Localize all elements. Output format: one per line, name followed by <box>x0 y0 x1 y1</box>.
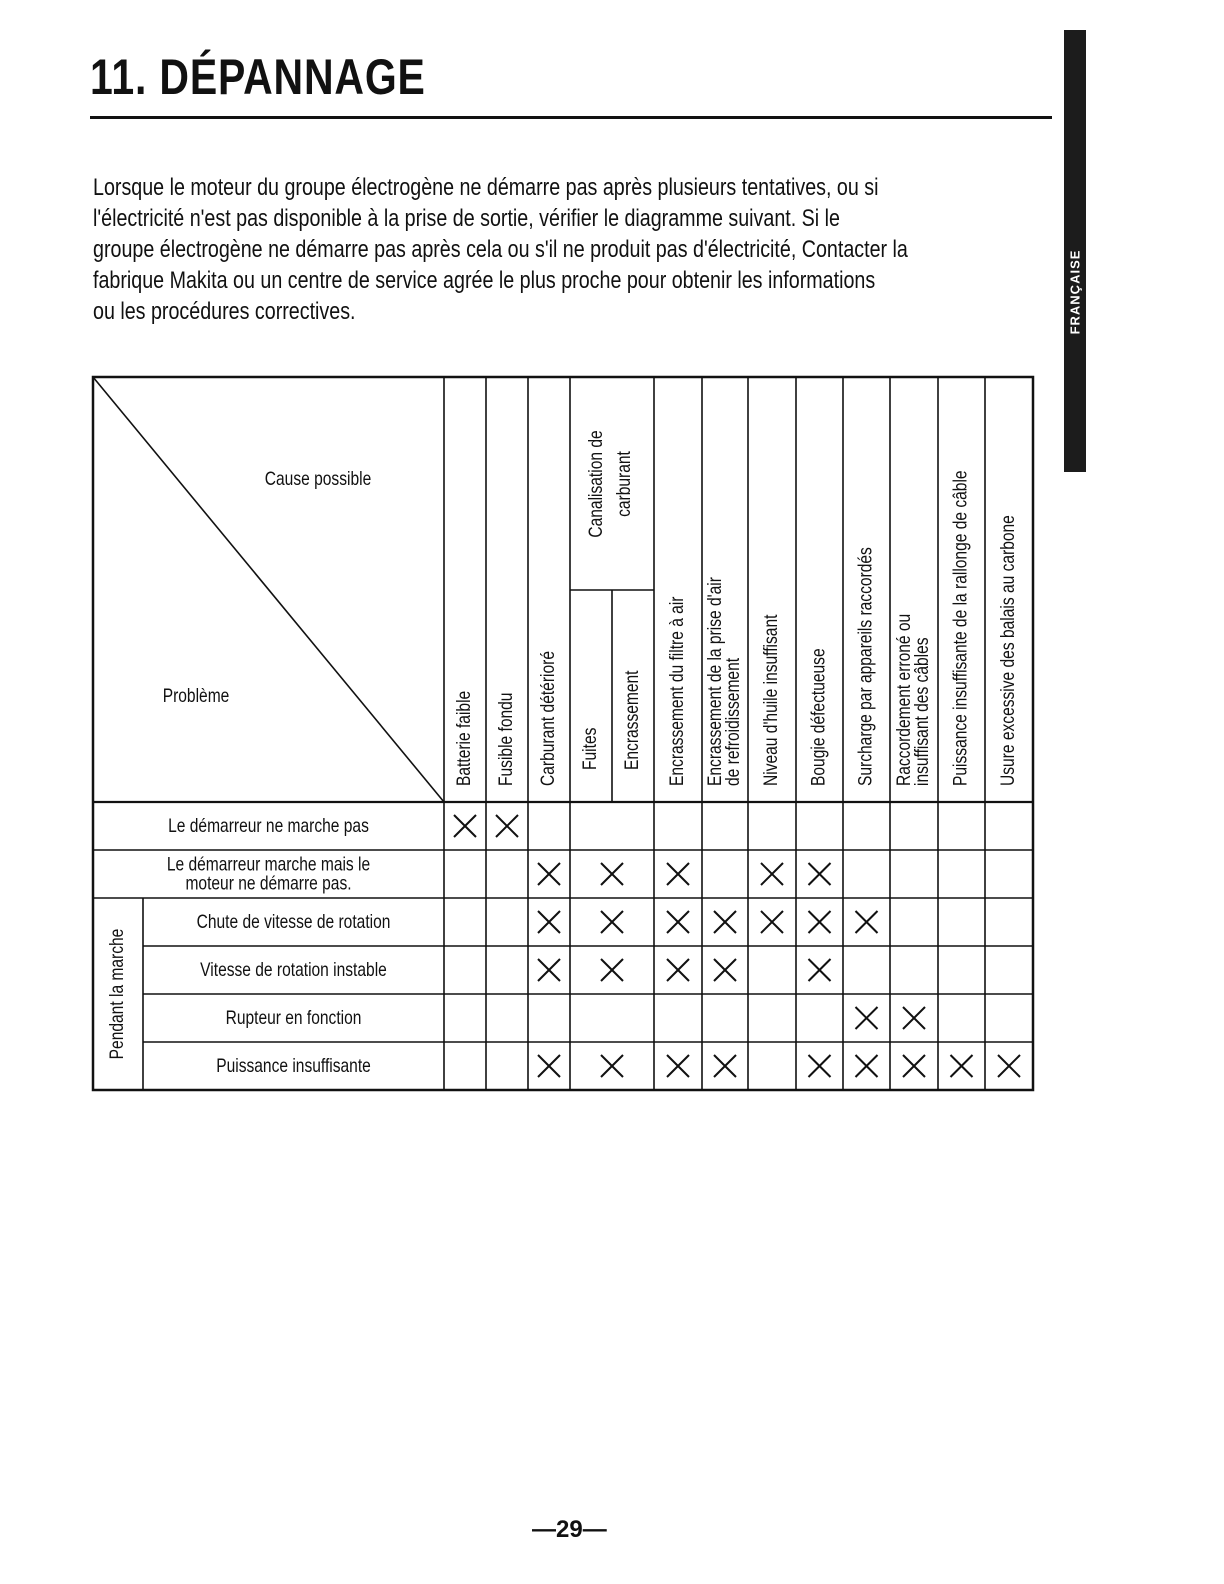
x-mark <box>809 1055 831 1077</box>
column-header-6: Encrassement de la prise d'air <box>703 577 726 786</box>
x-mark <box>601 911 623 933</box>
intro-line: l'électricité n'est pas disponible à la prise de sortie, vérifier le diagramme suivant. Si le <box>93 205 840 232</box>
x-mark <box>714 959 736 981</box>
column-header-10: insuffisant des câbles <box>910 637 933 786</box>
column-header-11: Puissance insuffisante de la rallonge de câble <box>949 470 971 786</box>
x-mark <box>903 1055 925 1077</box>
x-mark <box>761 911 783 933</box>
intro-line: fabrique Makita ou un centre de service agrée le plus proche pour obtenir les informations <box>93 267 876 294</box>
x-mark <box>667 1055 689 1077</box>
row-label-4: Rupteur en fonction <box>225 1006 362 1029</box>
x-mark <box>538 1055 560 1077</box>
side-tab-label: FRANÇAISE <box>1067 249 1083 335</box>
x-mark <box>998 1055 1020 1077</box>
x-mark <box>667 863 689 885</box>
x-mark <box>601 1055 623 1077</box>
row-label-5: Puissance insuffisante <box>216 1054 371 1077</box>
page-title: 11. DÉPANNAGE <box>90 49 426 105</box>
corner-diagonal <box>93 377 444 802</box>
column-header-0: Batterie faible <box>452 690 475 786</box>
x-mark <box>538 911 560 933</box>
page-number: —29— <box>532 1516 607 1543</box>
column-header-6: de refroidissement <box>721 657 744 786</box>
x-mark <box>809 959 831 981</box>
x-mark <box>538 863 560 885</box>
intro-line: groupe électrogène ne démarre pas après cela ou s'il ne produit pas d'électricité, Contacter la <box>93 236 908 263</box>
row-label-1: Le démarreur marche mais le <box>166 853 371 875</box>
x-mark <box>538 959 560 981</box>
intro-line: Lorsque le moteur du groupe électrogène ne démarre pas après plusieurs tentatives, ou si <box>93 174 879 201</box>
x-mark <box>714 1055 736 1077</box>
fuel-group-header: carburant <box>612 451 635 517</box>
row-label-0: Le démarreur ne marche pas <box>168 814 369 837</box>
x-mark <box>714 911 736 933</box>
column-header-7: Niveau d'huile insuffisant <box>759 614 782 786</box>
x-mark <box>667 959 689 981</box>
x-mark <box>667 911 689 933</box>
x-mark <box>856 1055 878 1077</box>
column-header-3: Fuites <box>578 727 601 770</box>
column-header-5: Encrassement du filtre à air <box>665 596 688 786</box>
row-label-3: Vitesse de rotation instable <box>200 958 387 981</box>
running-group-label: Pendant la marche <box>105 928 128 1060</box>
x-mark <box>496 815 518 837</box>
x-mark <box>809 863 831 885</box>
x-mark <box>761 863 783 885</box>
x-mark <box>951 1055 973 1077</box>
column-header-2: Carburant détérioré <box>536 651 559 786</box>
x-mark <box>809 911 831 933</box>
x-mark <box>856 1007 878 1029</box>
corner-problem-label: Problème <box>162 684 230 707</box>
column-header-9: Surcharge par appareils raccordés <box>854 547 876 786</box>
x-mark <box>903 1007 925 1029</box>
row-label-1: moteur ne démarre pas. <box>185 872 352 894</box>
column-header-10: Raccordement erroné ou <box>892 613 915 786</box>
row-label-2: Chute de vitesse de rotation <box>196 910 391 933</box>
column-header-8: Bougie défectueuse <box>807 648 829 786</box>
column-header-12: Usure excessive des balais au carbone <box>996 515 1019 786</box>
column-header-1: Fusible fondu <box>494 692 517 786</box>
x-mark <box>856 911 878 933</box>
fuel-group-header: Canalisation de <box>584 430 607 538</box>
x-mark <box>454 815 476 837</box>
corner-cause-label: Cause possible <box>264 467 372 490</box>
intro-line: ou les procédures correctives. <box>93 298 356 325</box>
x-mark <box>601 863 623 885</box>
x-mark <box>601 959 623 981</box>
column-header-4: Encrassement <box>620 670 643 770</box>
